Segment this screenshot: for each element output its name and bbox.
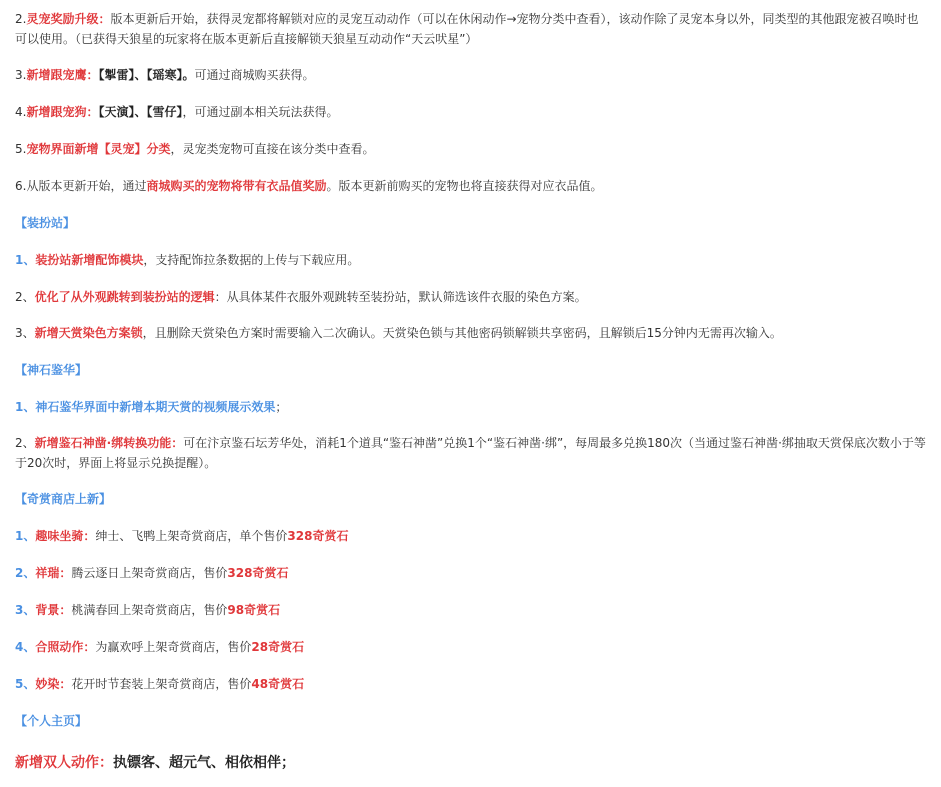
item-heading: 新增鉴石神凿·绑转换功能： <box>34 436 184 450</box>
item-number: 6. <box>15 179 27 193</box>
item-number: 5. <box>15 142 27 156</box>
item-heading: 神石鉴华界面中新增本期天赏的视频展示效果 <box>35 400 276 414</box>
item-number: 5、 <box>15 677 36 691</box>
item-price: 28奇赏石 <box>251 640 305 654</box>
new-dog-pets-paragraph <box>15 102 930 122</box>
section-title-dressing-station: 【装扮站】 <box>15 216 76 230</box>
item-text: 可在汴京鉴石坛芳华处，消耗1个道具“鉴石神凿”兑换1个“鉴石神凿·绑”，每周最多兑换180次（当通过鉴石神凿·绑抽取天赏保底次数小于等于20次时，界面上将显示兑换提醒）。 <box>15 436 926 470</box>
item-text: 版本更新后开始，获得灵宠都将解锁对应的灵宠互动动作（可以在休闲动作→宠物分类中查看），该动作除了灵宠本身以外，同类型的其他跟宠被召唤时也可以使用。（已获得天狼星的玩家将在版本更新后直接解锁天狼星互动动作“天云吠星”） <box>15 12 919 46</box>
item-number: 4、 <box>15 640 36 654</box>
item-price: 328奇赏石 <box>287 529 349 543</box>
pet-outfit-value-paragraph <box>15 176 930 196</box>
item-number: 2、 <box>15 566 36 580</box>
item-number: 1、 <box>15 253 36 267</box>
item-heading: 新增天赏染色方案锁 <box>34 326 143 340</box>
item-names: 【掣雷】、【瑶寒】。 <box>98 68 195 82</box>
item-text: 执镖客、超元气、相依相伴； <box>113 755 295 771</box>
item-price: 48奇赏石 <box>251 677 305 691</box>
item-heading: 祥瑞： <box>35 566 72 580</box>
dressing-item-1 <box>15 250 930 270</box>
shop-item-3 <box>15 600 930 620</box>
item-number: 3、 <box>15 603 36 617</box>
item-text: ，且删除天赏染色方案时需要输入二次确认。天赏染色锁与其他密码锁解锁共享密码，且解锁后15分钟内无需再次输入。 <box>142 326 782 340</box>
shop-item-1 <box>15 526 930 546</box>
item-price: 328奇赏石 <box>227 566 289 580</box>
item-text: ，灵宠类宠物可直接在该分类中查看。 <box>170 142 375 156</box>
item-heading: 趣味坐骑： <box>35 529 96 543</box>
personal-page-item-1 <box>15 751 930 775</box>
item-number: 3. <box>15 68 27 82</box>
item-text: 为赢欢呼上架奇赏商店，售价 <box>95 640 252 654</box>
item-text: 腾云逐日上架奇赏商店，售价 <box>71 566 228 580</box>
item-heading: 装扮站新增配饰模块 <box>35 253 144 267</box>
item-heading: 新增跟宠鹰： <box>26 68 99 82</box>
new-eagle-pets-paragraph <box>15 65 930 85</box>
item-text: ； <box>275 400 288 414</box>
item-heading: 宠物界面新增【灵宠】分类 <box>26 142 171 156</box>
item-text: 桃满春回上架奇赏商店，售价 <box>71 603 228 617</box>
item-heading: 新增跟宠狗： <box>26 105 99 119</box>
shop-item-2 <box>15 563 930 583</box>
item-price: 98奇赏石 <box>227 603 281 617</box>
item-number: 4. <box>15 105 27 119</box>
pet-reward-upgrade-paragraph <box>15 9 930 49</box>
item-number: 2、 <box>15 436 35 450</box>
section-title-personal-page: 【个人主页】 <box>15 714 88 728</box>
item-text: 花开时节套装上架奇赏商店，售价 <box>71 677 252 691</box>
divine-stone-item-2 <box>15 433 930 473</box>
dressing-item-3 <box>15 323 930 343</box>
shop-item-5 <box>15 674 930 694</box>
item-number: 1、 <box>15 400 36 414</box>
item-number: 1、 <box>15 529 36 543</box>
item-heading: 商城购买的宠物将带有衣品值奖励 <box>146 179 327 193</box>
shop-item-4 <box>15 637 930 657</box>
item-text: 绅士、飞鸭上架奇赏商店，单个售价 <box>95 529 288 543</box>
pet-ui-category-paragraph <box>15 139 930 159</box>
item-heading: 背景： <box>35 603 72 617</box>
item-heading: 妙染： <box>35 677 72 691</box>
divine-stone-item-1 <box>15 397 930 417</box>
section-title-shop: 【奇赏商店上新】 <box>15 492 112 506</box>
item-heading: 灵宠奖励升级： <box>26 12 111 26</box>
item-text: ：从具体某件衣服外观跳转至装扮站，默认筛选该件衣服的染色方案。 <box>214 290 587 304</box>
item-text: 可通过商城购买获得。 <box>194 68 315 82</box>
item-number: 3、 <box>15 326 35 340</box>
item-number: 2、 <box>15 290 35 304</box>
item-text: ，支持配饰拉条数据的上传与下载应用。 <box>143 253 360 267</box>
item-heading: 新增双人动作： <box>15 755 113 771</box>
item-text: 。版本更新前购买的宠物也将直接获得对应衣品值。 <box>326 179 603 193</box>
item-heading: 合照动作： <box>35 640 96 654</box>
item-text: 从版本更新开始，通过 <box>26 179 147 193</box>
section-title-divine-stone: 【神石鉴华】 <box>15 363 88 377</box>
item-text: ，可通过副本相关玩法获得。 <box>182 105 339 119</box>
item-number: 2. <box>15 12 27 26</box>
item-heading: 优化了从外观跳转到装扮站的逻辑 <box>34 290 215 304</box>
dressing-item-2 <box>15 287 930 307</box>
item-names: 【天演】、【雪仔】 <box>98 105 183 119</box>
